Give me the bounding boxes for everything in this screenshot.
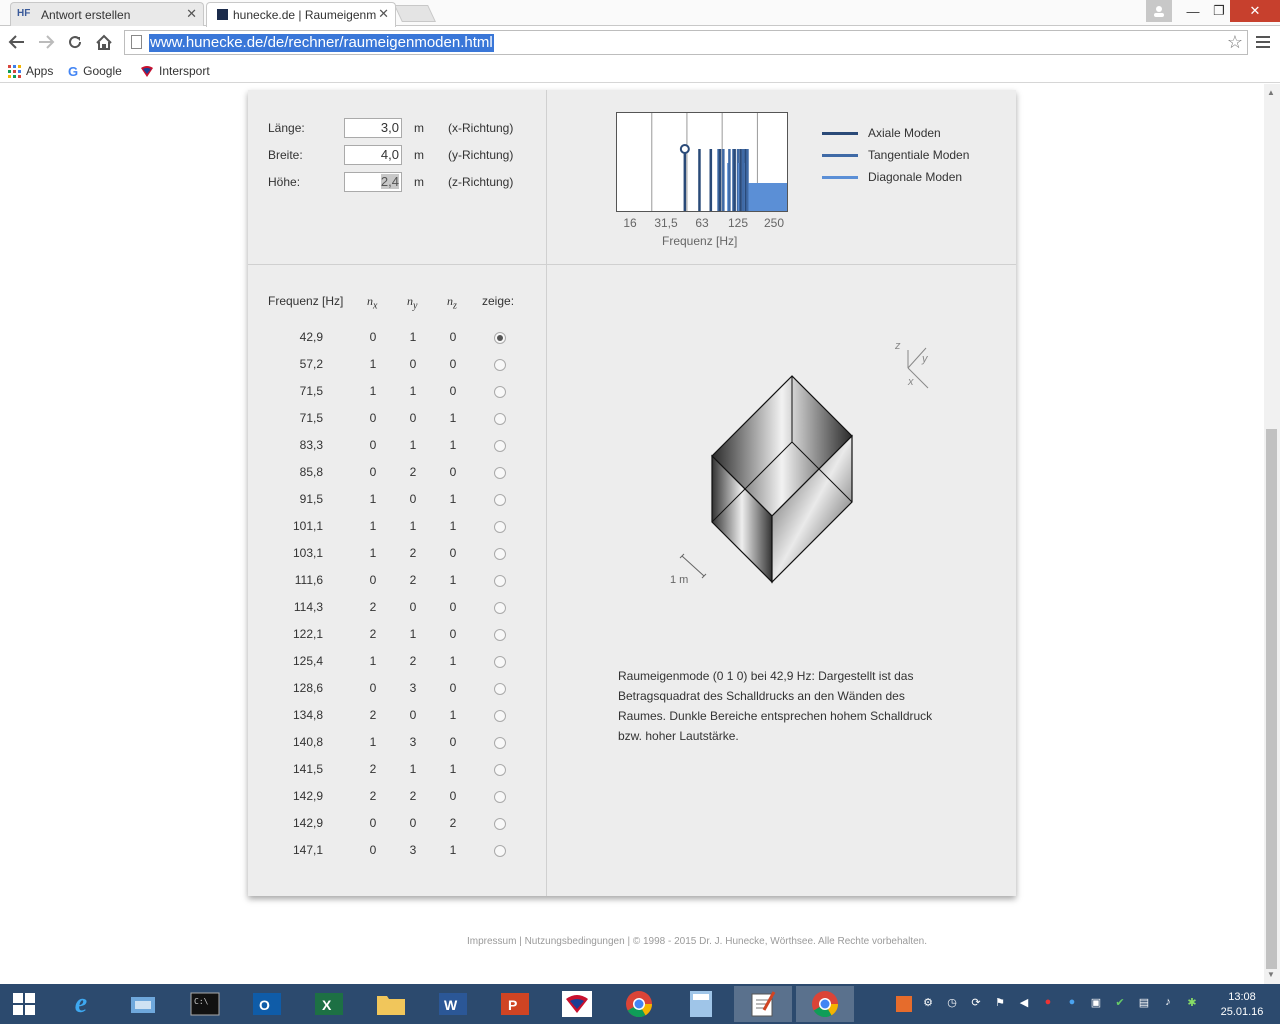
- tab-title: hunecke.de | Raumeigenm: [233, 8, 377, 22]
- bookmark-star-icon[interactable]: ☆: [1226, 32, 1243, 52]
- mode-index-nz: 1: [449, 519, 457, 533]
- mode-frequency: 42,9: [299, 330, 323, 344]
- unit-label: m: [414, 175, 424, 189]
- show-mode-radio[interactable]: [494, 791, 506, 803]
- mode-index-nx: 0: [369, 573, 377, 587]
- height-value: 2,4: [380, 174, 399, 189]
- mode-index-nz: 0: [449, 546, 457, 560]
- mode-index-nx: 1: [369, 546, 377, 560]
- office-tray-icon[interactable]: [896, 996, 912, 1012]
- user-icon[interactable]: [1146, 0, 1172, 22]
- tab-hunecke[interactable]: [206, 2, 396, 27]
- bookmark-intersport[interactable]: [140, 62, 210, 80]
- mode-index-ny: 1: [409, 384, 417, 398]
- skype-tray-icon[interactable]: ●: [1068, 996, 1076, 1008]
- table-row: [248, 357, 546, 377]
- tab-title: Antwort erstellen: [41, 7, 131, 22]
- col-header-symbol: n: [407, 294, 413, 308]
- col-header-subscript: x: [373, 300, 378, 312]
- table-row: [248, 789, 546, 809]
- show-mode-radio[interactable]: [494, 737, 506, 749]
- svg-text:O: O: [259, 997, 270, 1013]
- show-mode-radio[interactable]: [494, 467, 506, 479]
- unit-label: m: [414, 148, 424, 162]
- unit-label: m: [414, 121, 424, 135]
- width-label: Breite:: [268, 148, 303, 162]
- mode-index-nx: 0: [369, 843, 377, 857]
- mode-frequency: 134,8: [292, 708, 323, 722]
- mode-spectrum-chart: [616, 112, 788, 212]
- table-row: [248, 600, 546, 620]
- svg-text:W: W: [444, 997, 458, 1013]
- scroll-up-icon[interactable]: ▲: [1267, 88, 1275, 97]
- mode-frequency: 111,6: [294, 573, 323, 587]
- table-row: [248, 762, 546, 782]
- x-tick-label: 63: [695, 216, 709, 230]
- height-label: Höhe:: [268, 175, 301, 189]
- windows-start-icon[interactable]: [0, 986, 48, 1022]
- scale-label: 1 m: [670, 574, 689, 586]
- mode-index-ny: 2: [409, 654, 417, 668]
- direction-label: (z-Richtung): [448, 175, 514, 189]
- col-header-show: zeige:: [482, 294, 515, 308]
- mode-index-nx: 2: [369, 627, 377, 641]
- mode-frequency: 114,3: [293, 600, 323, 614]
- apps-grid-icon: [8, 65, 21, 78]
- mode-index-ny: 1: [409, 627, 417, 641]
- legend-label: Axiale Moden: [868, 126, 941, 140]
- chrome-icon[interactable]: [610, 986, 668, 1022]
- sync-tray-icon[interactable]: ⟳: [971, 997, 981, 1009]
- notepad-icon[interactable]: [734, 986, 792, 1022]
- outlook-icon[interactable]: [238, 986, 296, 1022]
- col-header-ny: [407, 294, 417, 311]
- mode-index-nx: 0: [369, 438, 377, 452]
- mode-frequency: 103,1: [292, 546, 323, 560]
- show-mode-radio[interactable]: [494, 818, 506, 830]
- table-row: [248, 708, 546, 728]
- mode-index-nz: 0: [449, 627, 457, 641]
- speaker-tray-icon[interactable]: ◀: [1019, 997, 1029, 1009]
- scrollbar-thumb[interactable]: [1266, 429, 1277, 969]
- show-mode-radio[interactable]: [494, 764, 506, 776]
- mode-index-nz: 1: [449, 492, 457, 506]
- show-mode-radio[interactable]: [494, 413, 506, 425]
- show-mode-radio[interactable]: [494, 683, 506, 695]
- mode-index-ny: 1: [409, 519, 417, 533]
- width-input[interactable]: 4,0: [344, 145, 402, 165]
- table-row: [248, 546, 546, 566]
- mode-index-nz: 0: [449, 789, 457, 803]
- mode-index-ny: 0: [409, 816, 417, 830]
- mode-index-nx: 0: [369, 411, 377, 425]
- mode-index-ny: 0: [409, 411, 417, 425]
- table-row: [248, 384, 546, 404]
- mode-index-nx: 0: [369, 330, 377, 344]
- bookmark-label: Intersport: [159, 64, 210, 78]
- legend-axial: [822, 126, 941, 140]
- mode-frequency: 122,1: [292, 627, 323, 641]
- show-mode-radio[interactable]: [494, 629, 506, 641]
- mode-index-nx: 2: [369, 708, 377, 722]
- length-row: [268, 118, 528, 138]
- mode-frequency: 125,4: [292, 654, 323, 668]
- divider: [546, 90, 547, 896]
- mode-index-nx: 1: [369, 735, 377, 749]
- mode-index-nx: 1: [369, 654, 377, 668]
- mode-index-nx: 2: [369, 762, 377, 776]
- mode-index-nx: 0: [369, 681, 377, 695]
- mode-frequency: 142,9: [292, 789, 323, 803]
- show-mode-radio[interactable]: [494, 440, 506, 452]
- table-row: [248, 465, 546, 485]
- show-mode-radio[interactable]: [494, 548, 506, 560]
- mode-frequency: 91,5: [299, 492, 323, 506]
- windows-taskbar: [0, 984, 1280, 1024]
- flag-tray-icon[interactable]: ⚑: [995, 997, 1005, 1009]
- mode-index-nx: 1: [369, 384, 377, 398]
- mode-index-ny: 2: [409, 573, 417, 587]
- col-header-nz: [447, 294, 457, 311]
- table-row: [248, 816, 546, 836]
- show-mode-radio[interactable]: [494, 845, 506, 857]
- mode-index-nz: 0: [449, 735, 457, 749]
- show-mode-radio[interactable]: [494, 332, 506, 344]
- legend-swatch: [822, 132, 858, 135]
- mode-index-nz: 1: [449, 654, 457, 668]
- col-header-symbol: n: [447, 294, 453, 308]
- mode-index-nz: 2: [449, 816, 457, 830]
- room-mode-calculator: [248, 90, 1016, 896]
- url-text[interactable]: www.hunecke.de/de/rechner/raumeigenmoden.html: [150, 34, 493, 51]
- internet-explorer-icon[interactable]: e: [74, 988, 88, 1019]
- table-row: [248, 735, 546, 755]
- hf-icon: HF: [17, 8, 31, 19]
- clock-tray-icon[interactable]: ◷: [947, 997, 957, 1009]
- table-row: [248, 573, 546, 593]
- volume-tray-icon[interactable]: ♪: [1165, 996, 1171, 1008]
- divider: [248, 264, 1016, 265]
- table-row: [248, 519, 546, 539]
- legend-label: Tangentiale Moden: [868, 148, 970, 162]
- antivirus-tray-icon[interactable]: ●: [1044, 996, 1052, 1008]
- show-mode-radio[interactable]: [494, 656, 506, 668]
- bookmark-google[interactable]: [68, 62, 122, 80]
- x-axis-label: x: [908, 376, 914, 388]
- close-window-button[interactable]: ✕: [1230, 0, 1280, 22]
- home-icon[interactable]: [93, 31, 115, 53]
- mode-index-nz: 0: [449, 357, 457, 371]
- x-tick-label: 125: [727, 216, 749, 230]
- mode-index-nz: 0: [449, 330, 457, 344]
- gear-tray-icon[interactable]: ⚙: [923, 997, 933, 1009]
- legend-swatch: [822, 154, 858, 157]
- bookmark-label: Google: [83, 64, 122, 78]
- svg-text:C:\: C:\: [194, 997, 209, 1006]
- direction-label: (y-Richtung): [448, 148, 514, 162]
- svg-text:P: P: [508, 997, 518, 1013]
- height-input[interactable]: [344, 172, 402, 192]
- command-prompt-icon[interactable]: [176, 986, 234, 1022]
- table-row: [248, 627, 546, 647]
- mode-index-nx: 2: [369, 789, 377, 803]
- calculator-icon[interactable]: [672, 986, 730, 1022]
- height-row: [268, 172, 528, 192]
- app-tray-icon[interactable]: ✱: [1187, 997, 1197, 1009]
- google-icon: G: [68, 63, 79, 79]
- bookmark-label: Apps: [26, 64, 54, 78]
- mode-index-ny: 0: [409, 708, 417, 722]
- chart-svg: [617, 113, 787, 211]
- table-row: [248, 438, 546, 458]
- word-icon[interactable]: [424, 986, 482, 1022]
- minimize-button[interactable]: —: [1186, 3, 1200, 19]
- mode-index-ny: 3: [409, 735, 417, 749]
- folder-icon[interactable]: [362, 986, 420, 1022]
- mode-index-nz: 1: [449, 411, 457, 425]
- x-tick-label: 31,5: [654, 216, 678, 230]
- powerpoint-icon[interactable]: [486, 986, 544, 1022]
- scroll-down-icon[interactable]: ▼: [1267, 970, 1275, 979]
- mode-frequency: 83,3: [299, 438, 323, 452]
- mode-index-nx: 1: [369, 519, 377, 533]
- forward-icon[interactable]: [35, 31, 57, 53]
- chrome-active-icon[interactable]: [796, 986, 854, 1022]
- security-tray-icon[interactable]: ✔: [1115, 997, 1125, 1009]
- show-mode-radio[interactable]: [494, 602, 506, 614]
- clock-time: 13:08: [1228, 991, 1256, 1003]
- mode-index-nz: 1: [449, 843, 457, 857]
- mode-index-nx: 1: [369, 357, 377, 371]
- system-clock[interactable]: [1212, 990, 1272, 1020]
- show-mode-radio[interactable]: [494, 359, 506, 371]
- page-icon: [131, 35, 142, 49]
- table-row: [248, 330, 546, 350]
- maximize-button[interactable]: ❐: [1213, 3, 1225, 18]
- show-mode-radio[interactable]: [494, 386, 506, 398]
- x-tick-label: 16: [623, 216, 637, 230]
- menu-icon[interactable]: [1252, 31, 1274, 53]
- mode-index-ny: 2: [409, 789, 417, 803]
- x-tick-label: 250: [763, 216, 785, 230]
- length-label: Länge:: [268, 121, 305, 135]
- room-3d-view: [670, 376, 988, 636]
- col-header-subscript: y: [413, 300, 418, 312]
- mode-index-nz: 0: [449, 681, 457, 695]
- mode-frequency: 128,6: [292, 681, 323, 695]
- file-explorer-icon[interactable]: [114, 986, 172, 1022]
- table-row: [248, 843, 546, 863]
- mode-index-nz: 1: [449, 573, 457, 587]
- page-footer[interactable]: Impressum | Nutzungsbedingungen | © 1998 - 2015 Dr. J. Hunecke, Wörthsee. Alle Rechte vorbehalten.: [466, 936, 928, 947]
- col-header-subscript: z: [453, 300, 457, 312]
- length-input[interactable]: 3,0: [344, 118, 402, 138]
- table-row: [248, 411, 546, 431]
- mode-index-nz: 0: [449, 600, 457, 614]
- mode-index-ny: 1: [409, 330, 417, 344]
- legend-diagonal: [822, 170, 962, 184]
- mode-frequency: 57,2: [299, 357, 323, 371]
- mode-index-ny: 2: [409, 465, 417, 479]
- mode-index-nx: 0: [369, 465, 377, 479]
- mode-frequency: 101,1: [292, 519, 323, 533]
- network-tray-icon[interactable]: ▤: [1138, 997, 1150, 1009]
- table-row: [248, 681, 546, 701]
- mode-index-nz: 1: [449, 708, 457, 722]
- intersport-icon: [140, 65, 154, 78]
- mode-index-ny: 2: [409, 546, 417, 560]
- mode-index-ny: 1: [409, 762, 417, 776]
- col-header-symbol: n: [367, 294, 373, 308]
- mode-index-nx: 2: [369, 600, 377, 614]
- table-row: [248, 492, 546, 512]
- x-axis-label: Frequenz [Hz]: [662, 234, 738, 248]
- chart-mode-cluster: [748, 183, 787, 211]
- mode-frequency: 141,5: [292, 762, 323, 776]
- mode-index-nz: 1: [449, 762, 457, 776]
- mode-frequency: 71,5: [299, 384, 323, 398]
- mode-index-ny: 0: [409, 492, 417, 506]
- show-mode-radio[interactable]: [494, 710, 506, 722]
- scale-bar: [682, 556, 704, 576]
- width-row: [268, 145, 528, 165]
- mode-frequency: 85,8: [299, 465, 323, 479]
- table-row: [248, 654, 546, 674]
- mode-frequency: 147,1: [292, 843, 323, 857]
- direction-label: (x-Richtung): [448, 121, 514, 135]
- legend-label: Diagonale Moden: [868, 170, 963, 184]
- mode-index-nz: 0: [449, 384, 457, 398]
- close-icon[interactable]: ✕: [378, 6, 389, 21]
- col-header-frequency: Frequenz [Hz]: [268, 294, 344, 308]
- bookmark-apps[interactable]: [8, 62, 53, 80]
- y-axis-label: y: [922, 353, 928, 365]
- legend-swatch: [822, 176, 858, 179]
- mode-index-ny: 0: [409, 357, 417, 371]
- vertical-scrollbar[interactable]: [1264, 84, 1280, 984]
- bookmarks-bar: [0, 59, 1280, 83]
- intersport-app-icon[interactable]: [548, 986, 606, 1022]
- show-mode-radio[interactable]: [494, 575, 506, 587]
- clock-date: 25.01.16: [1220, 1006, 1264, 1018]
- mode-frequency: 140,8: [292, 735, 323, 749]
- address-bar[interactable]: [124, 30, 1248, 55]
- mode-description: Raumeigenmode (0 1 0) bei 42,9 Hz: Dargestellt ist das Betragsquadrat des Schalldrucks an den Wänden des Raumes. Dunkle Bereiche entsprechen hohem Schalldruck bzw. hoher Lautstärke.: [618, 669, 933, 743]
- close-icon[interactable]: ✕: [186, 6, 197, 21]
- mode-index-nz: 1: [449, 438, 457, 452]
- show-mode-radio[interactable]: [494, 521, 506, 533]
- mode-frequency: 71,5: [299, 411, 323, 425]
- z-axis-label: z: [895, 340, 901, 352]
- mode-index-nx: 0: [369, 816, 377, 830]
- mode-index-ny: 1: [409, 438, 417, 452]
- col-header-nx: [367, 294, 377, 311]
- excel-icon[interactable]: [300, 986, 358, 1022]
- mode-index-ny: 0: [409, 600, 417, 614]
- svg-text:X: X: [322, 997, 332, 1013]
- show-mode-radio[interactable]: [494, 494, 506, 506]
- back-icon[interactable]: [6, 31, 28, 53]
- mode-index-nx: 1: [369, 492, 377, 506]
- hunecke-icon: [217, 9, 228, 20]
- tab-antwort-erstellen[interactable]: [10, 2, 204, 26]
- reload-icon[interactable]: [64, 31, 86, 53]
- display-tray-icon[interactable]: ▣: [1090, 997, 1102, 1009]
- mode-index-ny: 3: [409, 681, 417, 695]
- tab-strip: [0, 0, 1280, 26]
- selected-mode-marker: [681, 145, 689, 153]
- mode-index-nz: 0: [449, 465, 457, 479]
- new-tab-button[interactable]: [394, 5, 436, 22]
- mode-index-ny: 3: [409, 843, 417, 857]
- web-page: [0, 84, 1264, 984]
- legend-tangential: [822, 148, 969, 162]
- mode-frequency: 142,9: [292, 816, 323, 830]
